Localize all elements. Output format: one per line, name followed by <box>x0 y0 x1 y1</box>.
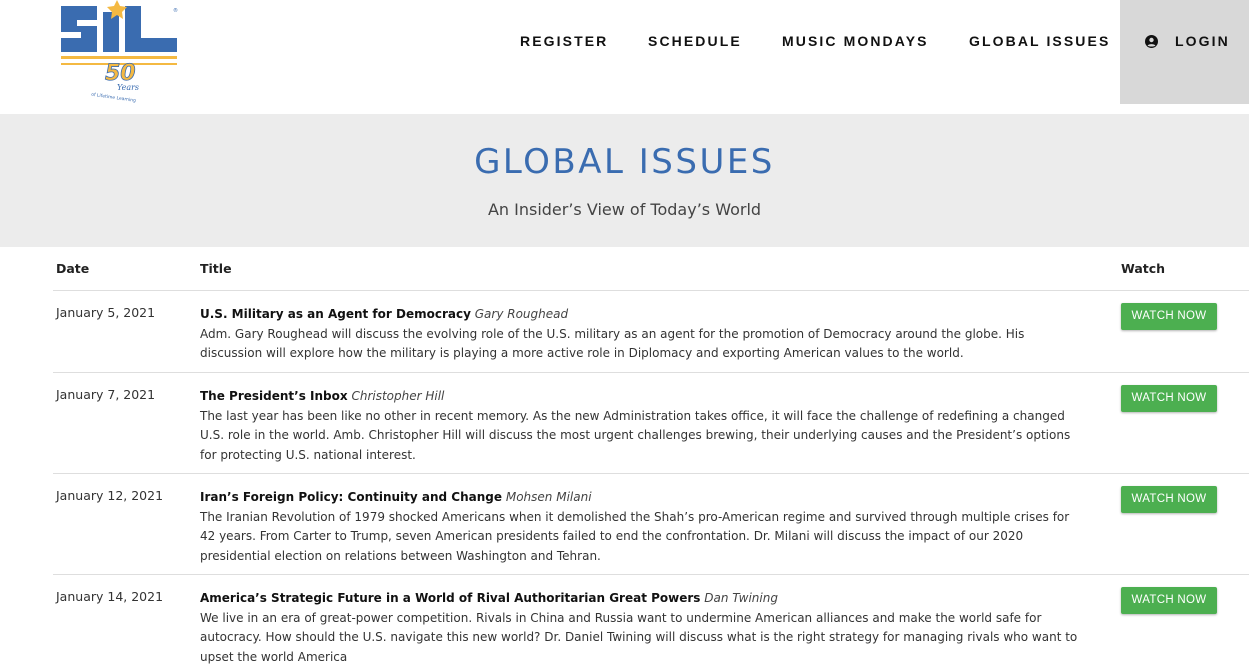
site-header <box>0 0 1249 114</box>
row-description: Adm. Gary Roughead will discuss the evolving role of the U.S. military as an agent for the promotion of Democracy around the globe. His discussion will explore how the military is playing a more active role in Diplomacy and exporting American values to the world. <box>200 326 1025 360</box>
row-title: Iran’s Foreign Policy: Continuity and Change <box>200 490 503 504</box>
row-date: January 5, 2021 <box>56 305 156 320</box>
table-row <box>53 474 1249 575</box>
row-title: America’s Strategic Future in a World of Rival Authoritarian Great Powers <box>200 591 701 605</box>
table-row <box>53 291 1249 373</box>
row-content <box>200 488 1078 566</box>
table-row <box>53 373 1249 474</box>
row-speaker: Dan Twining <box>704 591 778 605</box>
page-banner <box>0 114 1249 247</box>
page-subtitle: An Insider’s View of Today’s World <box>487 200 762 219</box>
user-circle-icon <box>1145 35 1158 48</box>
table-row <box>53 575 1249 664</box>
nav-global-issues[interactable]: GLOBAL ISSUES <box>969 33 1111 49</box>
row-description: We live in an era of great-power competition. Rivals in China and Russia want to undermine American alliances and make the world safe for autocracy. How should the U.S. navigate this new world? Dr. Daniel Twining will discuss what is the right strategy for managing rivals who want to upset the world America <box>200 610 1078 664</box>
watch-now-button[interactable]: WATCH NOW <box>1121 385 1217 412</box>
row-content <box>200 589 1078 667</box>
logo-years-word: Years <box>117 83 140 92</box>
row-date: January 12, 2021 <box>56 488 164 503</box>
header-title: Title <box>200 261 232 276</box>
logo-tagline: of Lifetime Learning <box>90 92 137 104</box>
watch-now-button[interactable]: WATCH NOW <box>1121 303 1217 330</box>
row-title: U.S. Military as an Agent for Democracy <box>200 307 471 321</box>
nav-schedule[interactable]: SCHEDULE <box>648 33 742 49</box>
row-speaker: Christopher Hill <box>351 389 445 403</box>
main-nav <box>0 0 1249 104</box>
header-date: Date <box>56 261 90 276</box>
login-label: LOGIN <box>1175 33 1230 49</box>
row-description: The Iranian Revolution of 1979 shocked Americans when it demolished the Shah’s pro-American regime and survived through multiple crises for 42 years. From Carter to Trump, seven American presidents failed to end the confrontation. Dr. Milani will discuss the impact of our 2020 presidential election on relations between Washington and Tehran. <box>200 509 1070 563</box>
row-speaker: Mohsen Milani <box>505 490 592 504</box>
row-date: January 7, 2021 <box>56 387 156 402</box>
row-content <box>200 387 1078 465</box>
logo-anniversary: 50 <box>105 61 136 86</box>
header-watch: Watch <box>1121 261 1166 276</box>
nav-music-mondays[interactable]: MUSIC MONDAYS <box>782 33 929 49</box>
login-button[interactable] <box>1120 0 1249 104</box>
row-content <box>200 305 1078 364</box>
row-description: The last year has been like no other in recent memory. As the new Administration takes office, it will face the challenge of redefining a changed U.S. role in the world. Amb. Christopher Hill will discuss the most urgent challenges brewing, their underlying causes and the President’s options for protecting U.S. national interest. <box>200 408 1071 462</box>
logo-registered-mark: ® <box>173 8 178 14</box>
row-date: January 14, 2021 <box>56 589 164 604</box>
nav-register[interactable]: REGISTER <box>520 33 609 49</box>
watch-now-button[interactable]: WATCH NOW <box>1121 587 1217 614</box>
lectures-table <box>53 247 1249 664</box>
watch-now-button[interactable]: WATCH NOW <box>1121 486 1217 513</box>
page-title: GLOBAL ISSUES <box>474 142 775 182</box>
table-header <box>53 247 1249 291</box>
row-speaker: Gary Roughead <box>474 307 569 321</box>
row-title: The President’s Inbox <box>200 389 348 403</box>
